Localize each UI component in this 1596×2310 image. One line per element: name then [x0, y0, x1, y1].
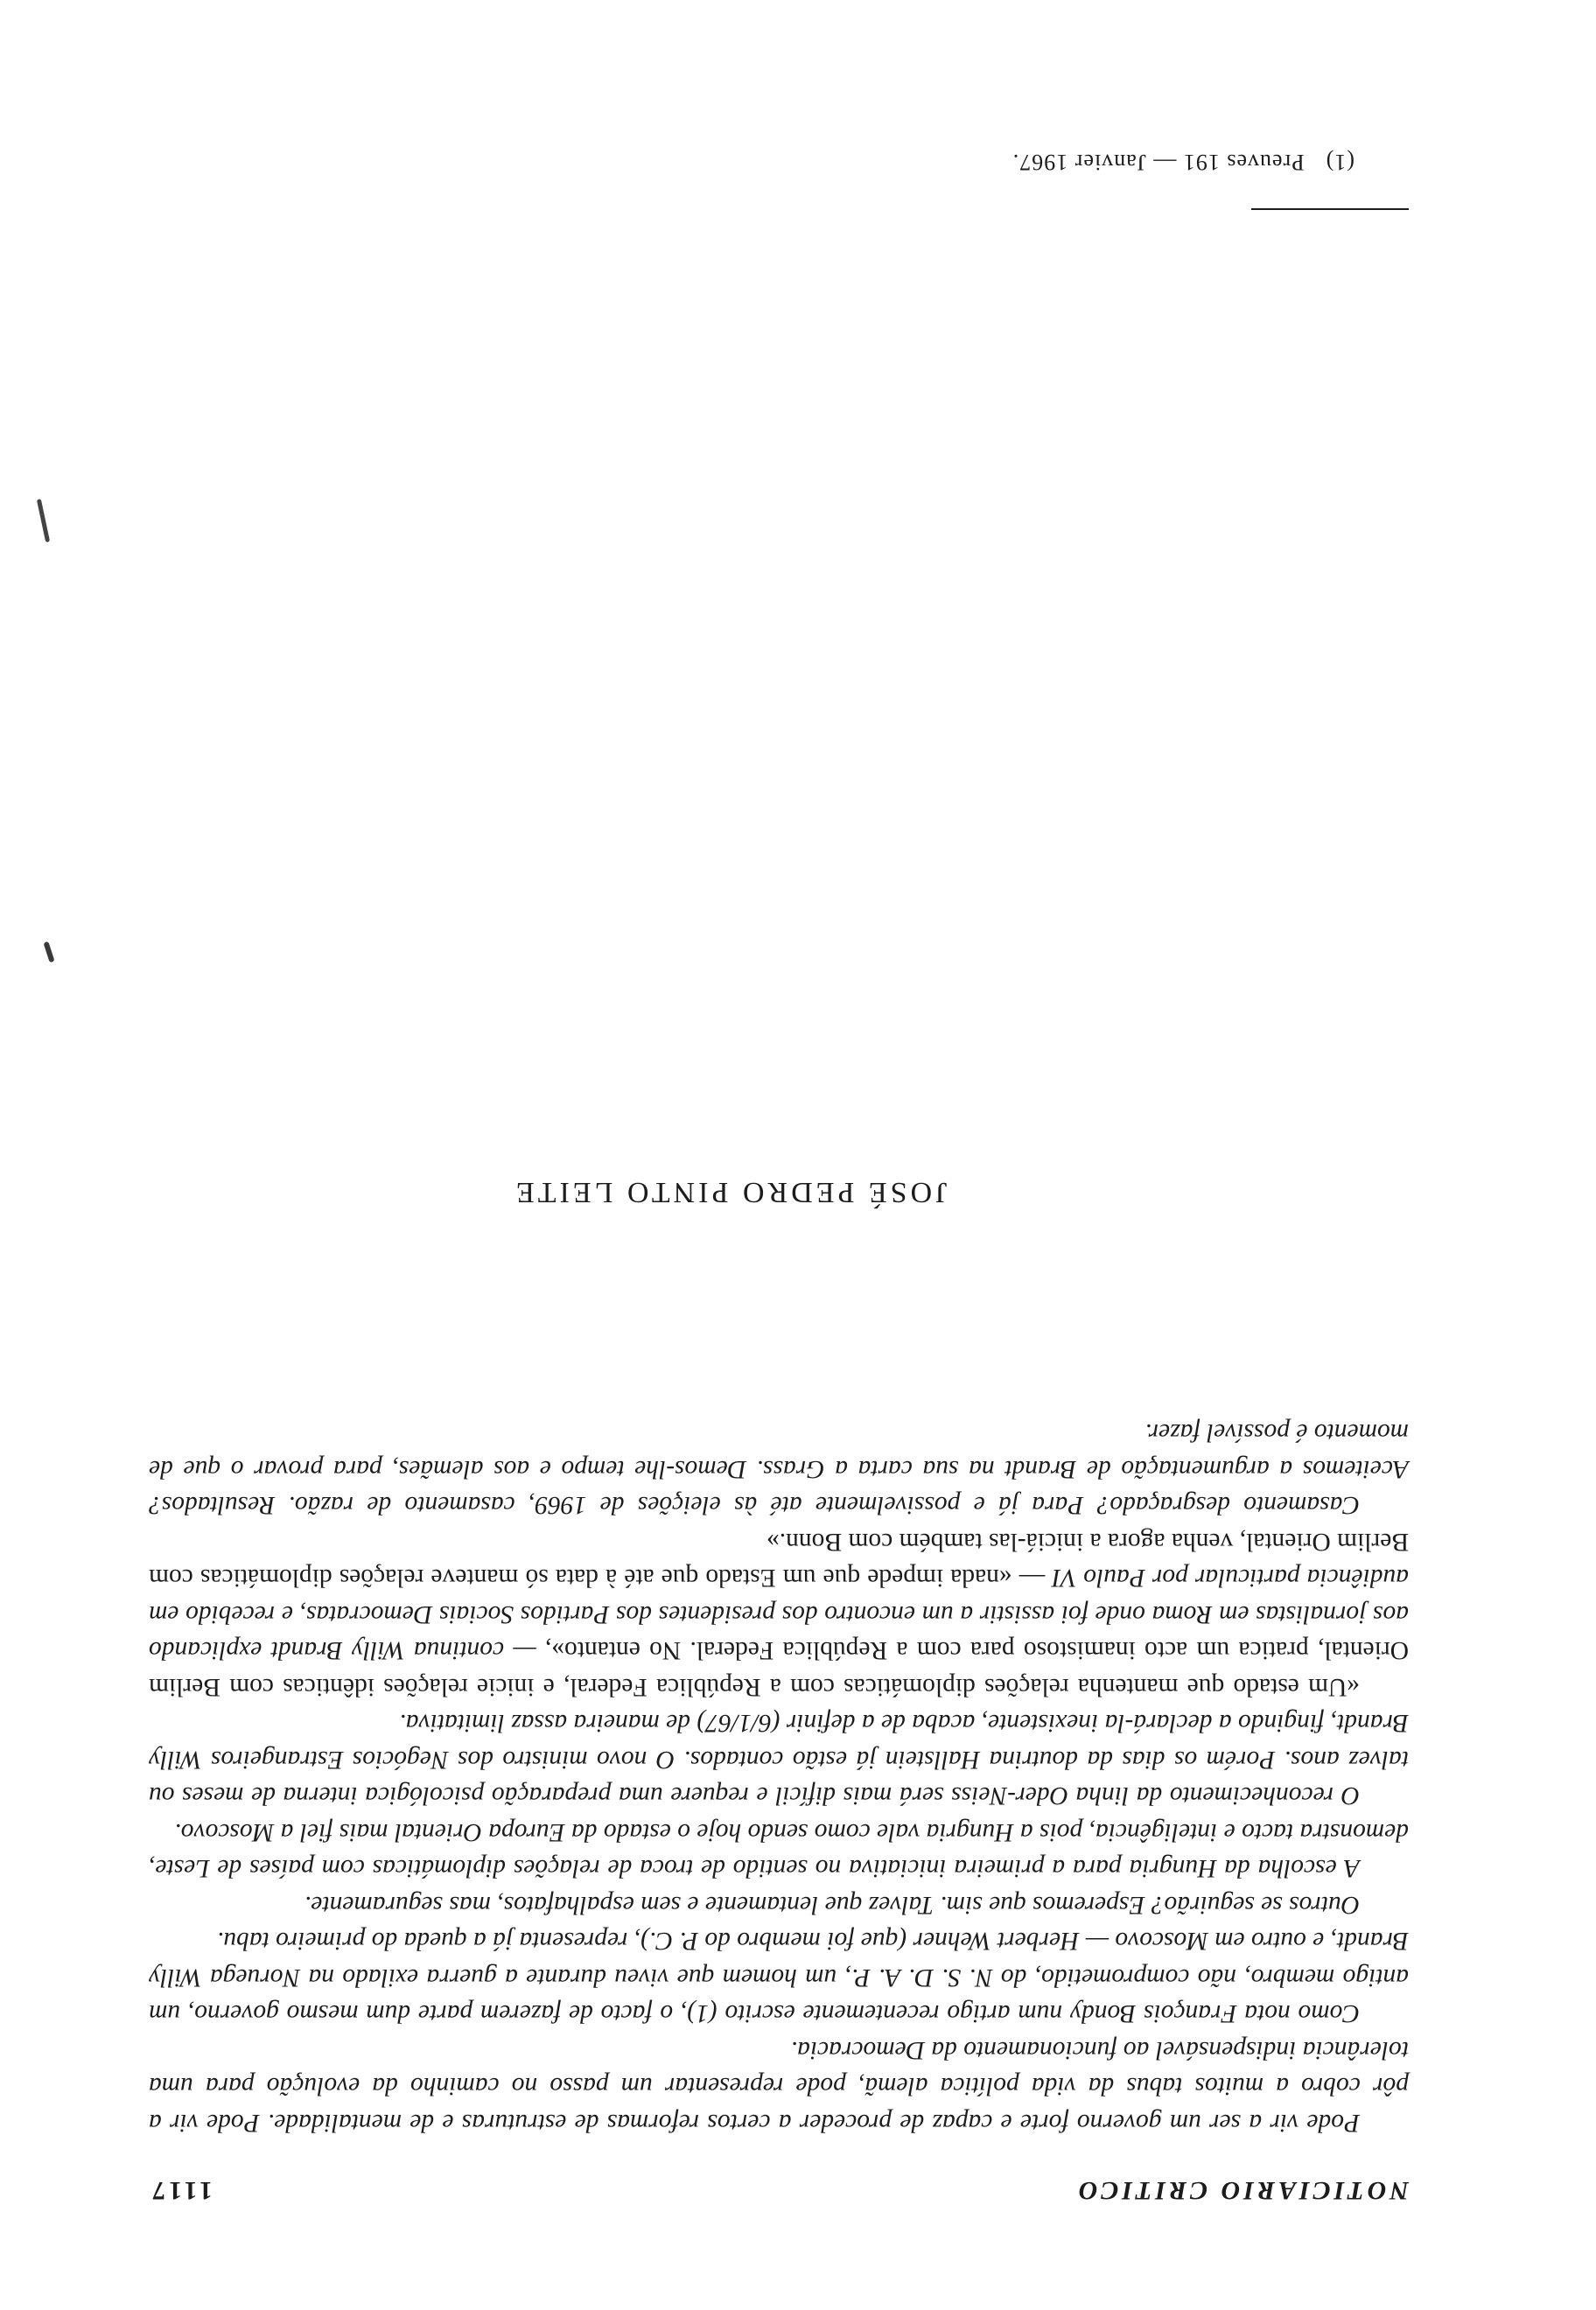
journal-section-title: NOTICIARIO CRITICO [1074, 2176, 1409, 2205]
quote-text: — «nada impede que um Estado que até à data só manteve relações diplomáticas com Berlim Oriental, venha agora a iniciá-las também com Bonn.» [148, 1528, 1409, 1592]
paragraph: A escolha da Hungria para a primeira iniciativa no sentido de troca de relações diplomáticas com países de Leste, demonstra tacto e inteligência, pois a Hungria vale como sendo hoje o estado da Europa Oriental mais fiel a Moscovo. [149, 1818, 1409, 1883]
paragraph: Pode vir a ser um governo forte e capaz de proceder a certos reformas de estruturas e de mentalidade. Pode vir a pôr cobro a muitos tabus da vida política alemã, pode representar um passo no caminho da evolução para uma tolerância indispensável ao funcionamento da Democracia. [149, 2036, 1409, 2137]
scan-speck [43, 942, 54, 963]
paragraph-quotation [149, 1523, 1409, 1705]
paragraph: Como nota François Bondy num artigo recentemente escrito (1), o facto de fazerem parte dum mesmo governo, um antigo membro, não comprometido, do N. S. D. A. P., um homem que viveu durante a guerra exilado na Noruega Willy Brandt, e outro em Moscovo — Herbert Wehner (que foi membro do P. C.), representa já a queda do primeiro tabu. [149, 1927, 1409, 2028]
quote-interjection: — continua Willy Brandt explicando aos jornalistas em Roma onde foi assistir a um encontro dos presidentes dos Partidos Sociais Democratas, e recebido em audiência particular por Paulo VI [149, 1564, 1409, 1665]
footnote-mark: (1) [1325, 150, 1354, 175]
footnote-text: Preuves 191 — Janvier 1967. [1012, 150, 1305, 175]
quote-text: «Um estado que mantenha relações diplomáticas com a República Federal, e inicie relações idênticas com Berlim Oriental, pratica um acto inamistoso para com a República Federal. No entanto», [149, 1636, 1409, 1701]
footnote-divider [1251, 208, 1409, 210]
page-number: 1117 [149, 2176, 213, 2205]
paragraph: Casamento desgraçado? Para já e possivelmente até às eleições de 1969, casamento de razão. Resultados? Aceitemos a argumentação de Brandt na sua carta a Grass. Demos-lhe tempo e aos alemães, para provar o que de momento é possível fazer. [149, 1418, 1409, 1520]
footnote [1012, 149, 1354, 175]
scan-speck [37, 499, 50, 542]
author-signature: JOSÉ PEDRO PINTO LEITE [513, 1176, 948, 1208]
running-head [149, 2163, 1409, 2216]
paragraph: Outros se seguirão? Esperemos que sim. Talvez que lentamente e sem espalhafatos, mas seguramente. [304, 1891, 1360, 1919]
paragraph: O reconhecimento da linha Oder-Neiss será mais difícil e requere uma preparação psicológica interna de meses ou talvez anos. Porém os dias da doutrina Hallstein já estão contados. O novo ministro dos Negócios Estrangeiros Willy Brandt, fingindo a declará-la inexistente, acaba de a definir (6/1/67) de maneira assaz limitativa. [149, 1709, 1409, 1810]
article-body [149, 1414, 1409, 2140]
